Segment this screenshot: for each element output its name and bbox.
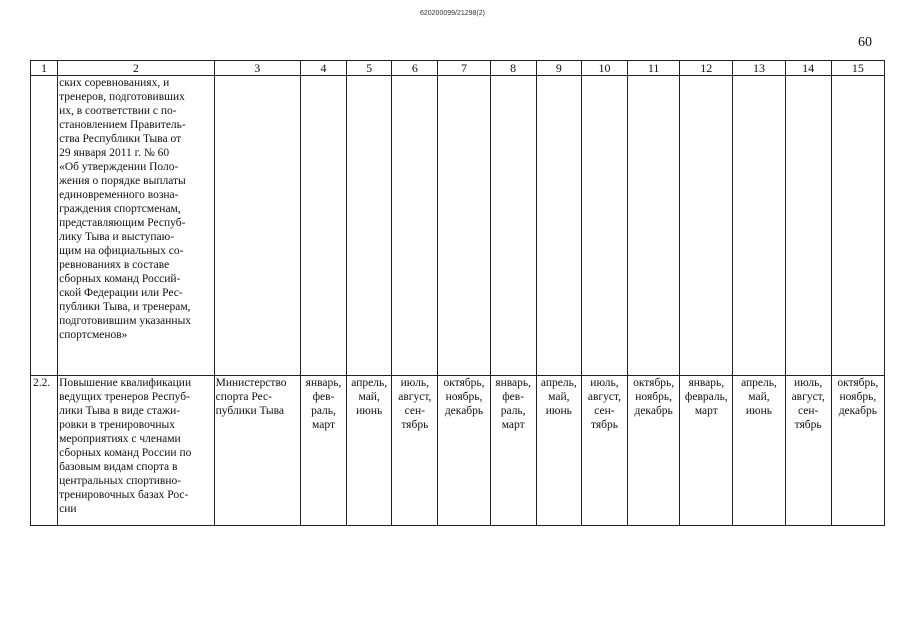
cell-line: ства Республики Тыва от bbox=[59, 133, 182, 145]
period-cell bbox=[392, 376, 438, 526]
cell-line: июнь bbox=[545, 405, 572, 417]
period-cell bbox=[490, 76, 536, 376]
cell-line: жения о порядке выплаты bbox=[59, 175, 186, 187]
column-number: 3 bbox=[214, 61, 300, 76]
measure-description bbox=[58, 76, 215, 376]
cell-line: июль, bbox=[793, 377, 823, 389]
cell-line: октябрь, bbox=[633, 377, 675, 389]
cell-line: тренеров, подготовивших bbox=[59, 91, 185, 103]
period-cell bbox=[300, 376, 346, 526]
cell-line: август, bbox=[587, 391, 622, 403]
column-number: 6 bbox=[392, 61, 438, 76]
period-cell bbox=[536, 76, 581, 376]
cell-line: сен- bbox=[797, 405, 819, 417]
measure-description bbox=[58, 376, 215, 526]
cell-line: спортсменов» bbox=[59, 329, 128, 341]
cell-line: тябрь bbox=[401, 419, 429, 431]
column-number: 11 bbox=[628, 61, 680, 76]
column-number-row bbox=[31, 61, 885, 76]
period-cell bbox=[438, 76, 490, 376]
cell-line: спорта Рес- bbox=[215, 391, 272, 403]
cell-line: тябрь bbox=[590, 419, 618, 431]
cell-line: июнь bbox=[356, 405, 383, 417]
cell-line: публики Тыва, и тренерам, bbox=[59, 301, 191, 313]
table-row-continuation bbox=[31, 76, 885, 376]
cell-line: раль, bbox=[311, 405, 336, 417]
cell-line: апрель, bbox=[351, 377, 388, 389]
cell-line: сен- bbox=[594, 405, 615, 417]
cell-line: ноябрь, bbox=[839, 391, 877, 403]
cell-line: граждения спортсменам, bbox=[59, 203, 181, 215]
cell-line: фев- bbox=[312, 391, 335, 403]
cell-line: лики Тыва в виде стажи- bbox=[59, 405, 181, 417]
cell-line: ведущих тренеров Респуб- bbox=[59, 391, 190, 403]
cell-line: Министерство bbox=[215, 377, 287, 389]
period-cell bbox=[628, 376, 680, 526]
column-number: 14 bbox=[785, 61, 831, 76]
page-number: 60 bbox=[858, 35, 872, 50]
cell-line: май, bbox=[748, 391, 770, 403]
period-cell bbox=[785, 376, 831, 526]
cell-line: Повышение квалификации bbox=[59, 377, 192, 389]
plan-table bbox=[30, 60, 885, 526]
column-number: 9 bbox=[536, 61, 581, 76]
cell-line: подготовившим указанных bbox=[59, 315, 192, 327]
cell-line: март bbox=[694, 405, 718, 417]
cell-line: мероприятиях с членами bbox=[59, 433, 181, 445]
cell-line: ноябрь, bbox=[635, 391, 672, 403]
cell-line: апрель, bbox=[741, 377, 777, 389]
cell-line: «Об утверждении Поло- bbox=[59, 161, 179, 173]
cell-line: тябрь bbox=[794, 419, 822, 431]
cell-line: сии bbox=[59, 503, 77, 515]
cell-line: декабрь bbox=[444, 405, 484, 417]
cell-line: март bbox=[501, 419, 525, 431]
cell-line: становлением Правитель- bbox=[59, 119, 186, 131]
period-cell bbox=[628, 76, 680, 376]
period-cell bbox=[581, 76, 627, 376]
cell-line: фев- bbox=[502, 391, 525, 403]
row-number bbox=[31, 76, 58, 376]
cell-line: июнь bbox=[745, 405, 773, 417]
period-cell bbox=[831, 76, 884, 376]
cell-line: январь, bbox=[495, 377, 531, 389]
period-cell bbox=[347, 76, 392, 376]
cell-line: октябрь, bbox=[443, 377, 485, 389]
cell-line: тренировочных базах Рос- bbox=[59, 489, 189, 501]
document-code: 620200099/21298(2) bbox=[419, 10, 485, 17]
cell-line: декабрь bbox=[634, 405, 673, 417]
column-number: 4 bbox=[300, 61, 346, 76]
cell-line: октябрь, bbox=[837, 377, 879, 389]
cell-line: ноябрь, bbox=[445, 391, 483, 403]
period-cell bbox=[831, 376, 884, 526]
cell-line: май, bbox=[548, 391, 570, 403]
cell-line: ровки в тренировочных bbox=[59, 419, 175, 431]
period-cell bbox=[733, 376, 785, 526]
column-number: 8 bbox=[490, 61, 536, 76]
column-number: 2 bbox=[58, 61, 215, 76]
cell-line: их, в соответствии с по- bbox=[59, 105, 177, 117]
cell-line: июль, bbox=[400, 377, 429, 389]
cell-line: январь, bbox=[305, 377, 342, 389]
cell-line: май, bbox=[358, 391, 380, 403]
table-row-2-2 bbox=[31, 376, 885, 526]
cell-line: август, bbox=[398, 391, 432, 403]
period-cell bbox=[300, 76, 346, 376]
cell-line: ревнованиях в составе bbox=[59, 259, 170, 271]
period-cell bbox=[438, 376, 490, 526]
cell-line: сен- bbox=[404, 405, 425, 417]
cell-line: август, bbox=[791, 391, 825, 403]
column-number: 13 bbox=[733, 61, 785, 76]
period-cell bbox=[581, 376, 627, 526]
cell-line: ской Федерации или Рес- bbox=[59, 287, 183, 299]
column-number: 7 bbox=[438, 61, 490, 76]
cell-line: ских соревнованиях, и bbox=[59, 77, 170, 89]
column-number: 12 bbox=[680, 61, 733, 76]
cell-line: апрель, bbox=[540, 377, 577, 389]
cell-line: базовым видам спорта в bbox=[59, 461, 178, 473]
period-cell bbox=[785, 76, 831, 376]
cell-line: сборных команд России по bbox=[59, 447, 192, 459]
period-cell bbox=[536, 376, 581, 526]
column-number: 5 bbox=[347, 61, 392, 76]
cell-line: сборных команд Россий- bbox=[59, 273, 181, 285]
column-number: 10 bbox=[581, 61, 627, 76]
cell-line: март bbox=[312, 419, 335, 431]
cell-line: февраль, bbox=[684, 391, 728, 403]
cell-line: 29 января 2011 г. № 60 bbox=[59, 147, 170, 159]
cell-line: центральных спортивно- bbox=[59, 475, 182, 487]
period-cell bbox=[347, 376, 392, 526]
executor-cell bbox=[214, 376, 300, 526]
cell-line: щим на официальных со- bbox=[59, 245, 184, 257]
cell-line: раль, bbox=[500, 405, 526, 417]
column-number: 1 bbox=[31, 61, 58, 76]
cell-line: январь, bbox=[688, 377, 725, 389]
cell-line: единовременного возна- bbox=[59, 189, 179, 201]
period-cell bbox=[680, 376, 733, 526]
period-cell bbox=[490, 376, 536, 526]
column-number: 15 bbox=[831, 61, 884, 76]
executor-cell bbox=[214, 76, 300, 376]
cell-line: лику Тыва и выступаю- bbox=[59, 231, 175, 243]
period-cell bbox=[392, 76, 438, 376]
period-cell bbox=[733, 76, 785, 376]
cell-line: декабрь bbox=[838, 405, 878, 417]
cell-line: представляющим Респуб- bbox=[59, 217, 186, 229]
period-cell bbox=[680, 76, 733, 376]
cell-line: публики Тыва bbox=[215, 405, 285, 417]
row-number: 2.2. bbox=[31, 376, 58, 526]
cell-line: июль, bbox=[590, 377, 619, 389]
